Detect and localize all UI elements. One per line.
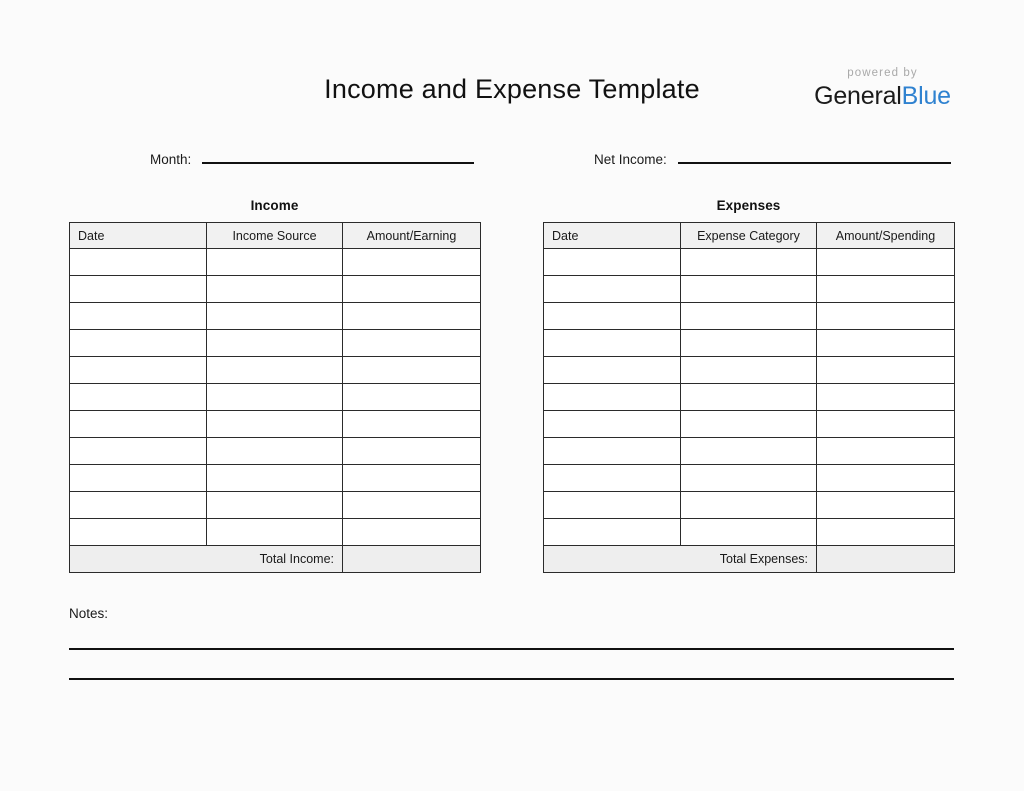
income-cell-date[interactable] — [70, 519, 207, 546]
table-row[interactable] — [544, 357, 955, 384]
income-cell-source[interactable] — [207, 465, 343, 492]
expenses-cell-date[interactable] — [544, 465, 681, 492]
expenses-cell-category[interactable] — [681, 276, 817, 303]
table-row[interactable] — [70, 519, 481, 546]
table-row[interactable] — [544, 411, 955, 438]
month-field[interactable] — [150, 148, 474, 167]
income-cell-amount[interactable] — [343, 384, 481, 411]
income-cell-amount[interactable] — [343, 357, 481, 384]
notes-section — [69, 606, 954, 680]
income-total-row — [70, 546, 481, 573]
net-income-field-input-line[interactable] — [678, 148, 951, 164]
logo-powered-by-text: powered by — [847, 67, 918, 79]
table-row[interactable] — [544, 249, 955, 276]
income-header-amount: Amount/Earning — [343, 223, 481, 249]
expenses-table-header-row — [544, 223, 955, 249]
table-row[interactable] — [70, 249, 481, 276]
expenses-cell-date[interactable] — [544, 519, 681, 546]
expenses-cell-date[interactable] — [544, 438, 681, 465]
expenses-cell-amount[interactable] — [817, 357, 955, 384]
table-row[interactable] — [70, 303, 481, 330]
expenses-cell-date[interactable] — [544, 276, 681, 303]
income-table-body — [70, 249, 481, 573]
expenses-cell-category[interactable] — [681, 519, 817, 546]
income-cell-amount[interactable] — [343, 276, 481, 303]
table-row[interactable] — [544, 384, 955, 411]
expenses-cell-date[interactable] — [544, 357, 681, 384]
expenses-cell-category[interactable] — [681, 411, 817, 438]
expenses-table-body — [544, 249, 955, 573]
net-income-field[interactable] — [594, 148, 951, 167]
income-cell-source[interactable] — [207, 330, 343, 357]
expenses-cell-amount[interactable] — [817, 492, 955, 519]
table-row[interactable] — [544, 438, 955, 465]
expenses-cell-amount[interactable] — [817, 384, 955, 411]
income-cell-source[interactable] — [207, 411, 343, 438]
notes-label: Notes: — [69, 606, 109, 621]
income-cell-source[interactable] — [207, 249, 343, 276]
income-cell-date[interactable] — [70, 465, 207, 492]
notes-line-1[interactable] — [69, 648, 954, 650]
expenses-cell-amount[interactable] — [817, 330, 955, 357]
logo-brand-blue: Blue — [901, 82, 951, 110]
page-title: Income and Expense Template — [324, 74, 700, 104]
notes-line-2[interactable] — [69, 678, 954, 680]
expenses-cell-date[interactable] — [544, 492, 681, 519]
income-cell-amount[interactable] — [343, 411, 481, 438]
table-row[interactable] — [70, 357, 481, 384]
expenses-cell-category[interactable] — [681, 330, 817, 357]
expenses-cell-amount[interactable] — [817, 303, 955, 330]
expenses-total-row — [544, 546, 955, 573]
expenses-table — [543, 222, 955, 573]
table-row[interactable] — [70, 465, 481, 492]
income-total-value[interactable] — [343, 546, 481, 573]
expenses-cell-category[interactable] — [681, 465, 817, 492]
expenses-cell-category[interactable] — [681, 303, 817, 330]
expenses-cell-amount[interactable] — [817, 411, 955, 438]
income-cell-date[interactable] — [70, 276, 207, 303]
expenses-header-amount: Amount/Spending — [817, 223, 955, 249]
table-row[interactable] — [544, 519, 955, 546]
expenses-cell-category[interactable] — [681, 249, 817, 276]
income-cell-amount[interactable] — [343, 438, 481, 465]
expenses-section — [543, 198, 954, 573]
logo-brand-general: General — [814, 82, 902, 110]
expenses-cell-category[interactable] — [681, 492, 817, 519]
income-table-header-row — [70, 223, 481, 249]
month-field-input-line[interactable] — [202, 148, 474, 164]
expenses-cell-amount[interactable] — [817, 276, 955, 303]
expenses-total-label: Total Expenses: — [544, 546, 817, 573]
income-cell-amount[interactable] — [343, 465, 481, 492]
expenses-table-caption: Expenses — [716, 198, 781, 213]
income-cell-source[interactable] — [207, 384, 343, 411]
income-section — [69, 198, 480, 573]
income-header-source: Income Source — [207, 223, 343, 249]
income-table-caption: Income — [250, 198, 299, 213]
table-row[interactable] — [70, 438, 481, 465]
income-cell-source[interactable] — [207, 519, 343, 546]
expenses-cell-amount[interactable] — [817, 438, 955, 465]
income-header-date: Date — [70, 223, 207, 249]
income-cell-amount[interactable] — [343, 330, 481, 357]
expenses-cell-category[interactable] — [681, 357, 817, 384]
logo-brand-text — [790, 81, 975, 111]
expenses-header-date: Date — [544, 223, 681, 249]
income-cell-date[interactable] — [70, 438, 207, 465]
income-cell-date[interactable] — [70, 330, 207, 357]
table-row[interactable] — [70, 492, 481, 519]
income-cell-date[interactable] — [70, 357, 207, 384]
table-row[interactable] — [544, 330, 955, 357]
table-row[interactable] — [544, 465, 955, 492]
table-row[interactable] — [544, 276, 955, 303]
income-cell-source[interactable] — [207, 357, 343, 384]
income-cell-amount[interactable] — [343, 492, 481, 519]
table-row[interactable] — [544, 303, 955, 330]
generalblue-logo — [790, 66, 975, 111]
income-cell-amount[interactable] — [343, 519, 481, 546]
table-row[interactable] — [70, 330, 481, 357]
income-cell-amount[interactable] — [343, 249, 481, 276]
income-cell-date[interactable] — [70, 384, 207, 411]
table-row[interactable] — [544, 492, 955, 519]
income-cell-date[interactable] — [70, 411, 207, 438]
expenses-cell-category[interactable] — [681, 438, 817, 465]
income-table — [69, 222, 481, 573]
net-income-field-label: Net Income: — [594, 152, 667, 167]
expenses-total-value[interactable] — [817, 546, 955, 573]
income-cell-source[interactable] — [207, 276, 343, 303]
expenses-cell-date[interactable] — [544, 411, 681, 438]
income-cell-date[interactable] — [70, 249, 207, 276]
expenses-cell-date[interactable] — [544, 384, 681, 411]
expenses-header-category: Expense Category — [681, 223, 817, 249]
table-row[interactable] — [70, 411, 481, 438]
income-cell-date[interactable] — [70, 492, 207, 519]
income-cell-source[interactable] — [207, 492, 343, 519]
table-row[interactable] — [70, 384, 481, 411]
expenses-cell-category[interactable] — [681, 384, 817, 411]
income-cell-date[interactable] — [70, 303, 207, 330]
expenses-cell-date[interactable] — [544, 303, 681, 330]
income-cell-amount[interactable] — [343, 303, 481, 330]
table-row[interactable] — [70, 276, 481, 303]
expenses-cell-amount[interactable] — [817, 249, 955, 276]
expenses-cell-amount[interactable] — [817, 465, 955, 492]
expenses-cell-date[interactable] — [544, 330, 681, 357]
expenses-cell-date[interactable] — [544, 249, 681, 276]
income-cell-source[interactable] — [207, 303, 343, 330]
expenses-cell-amount[interactable] — [817, 519, 955, 546]
income-total-label: Total Income: — [70, 546, 343, 573]
month-field-label: Month: — [150, 152, 192, 167]
income-cell-source[interactable] — [207, 438, 343, 465]
